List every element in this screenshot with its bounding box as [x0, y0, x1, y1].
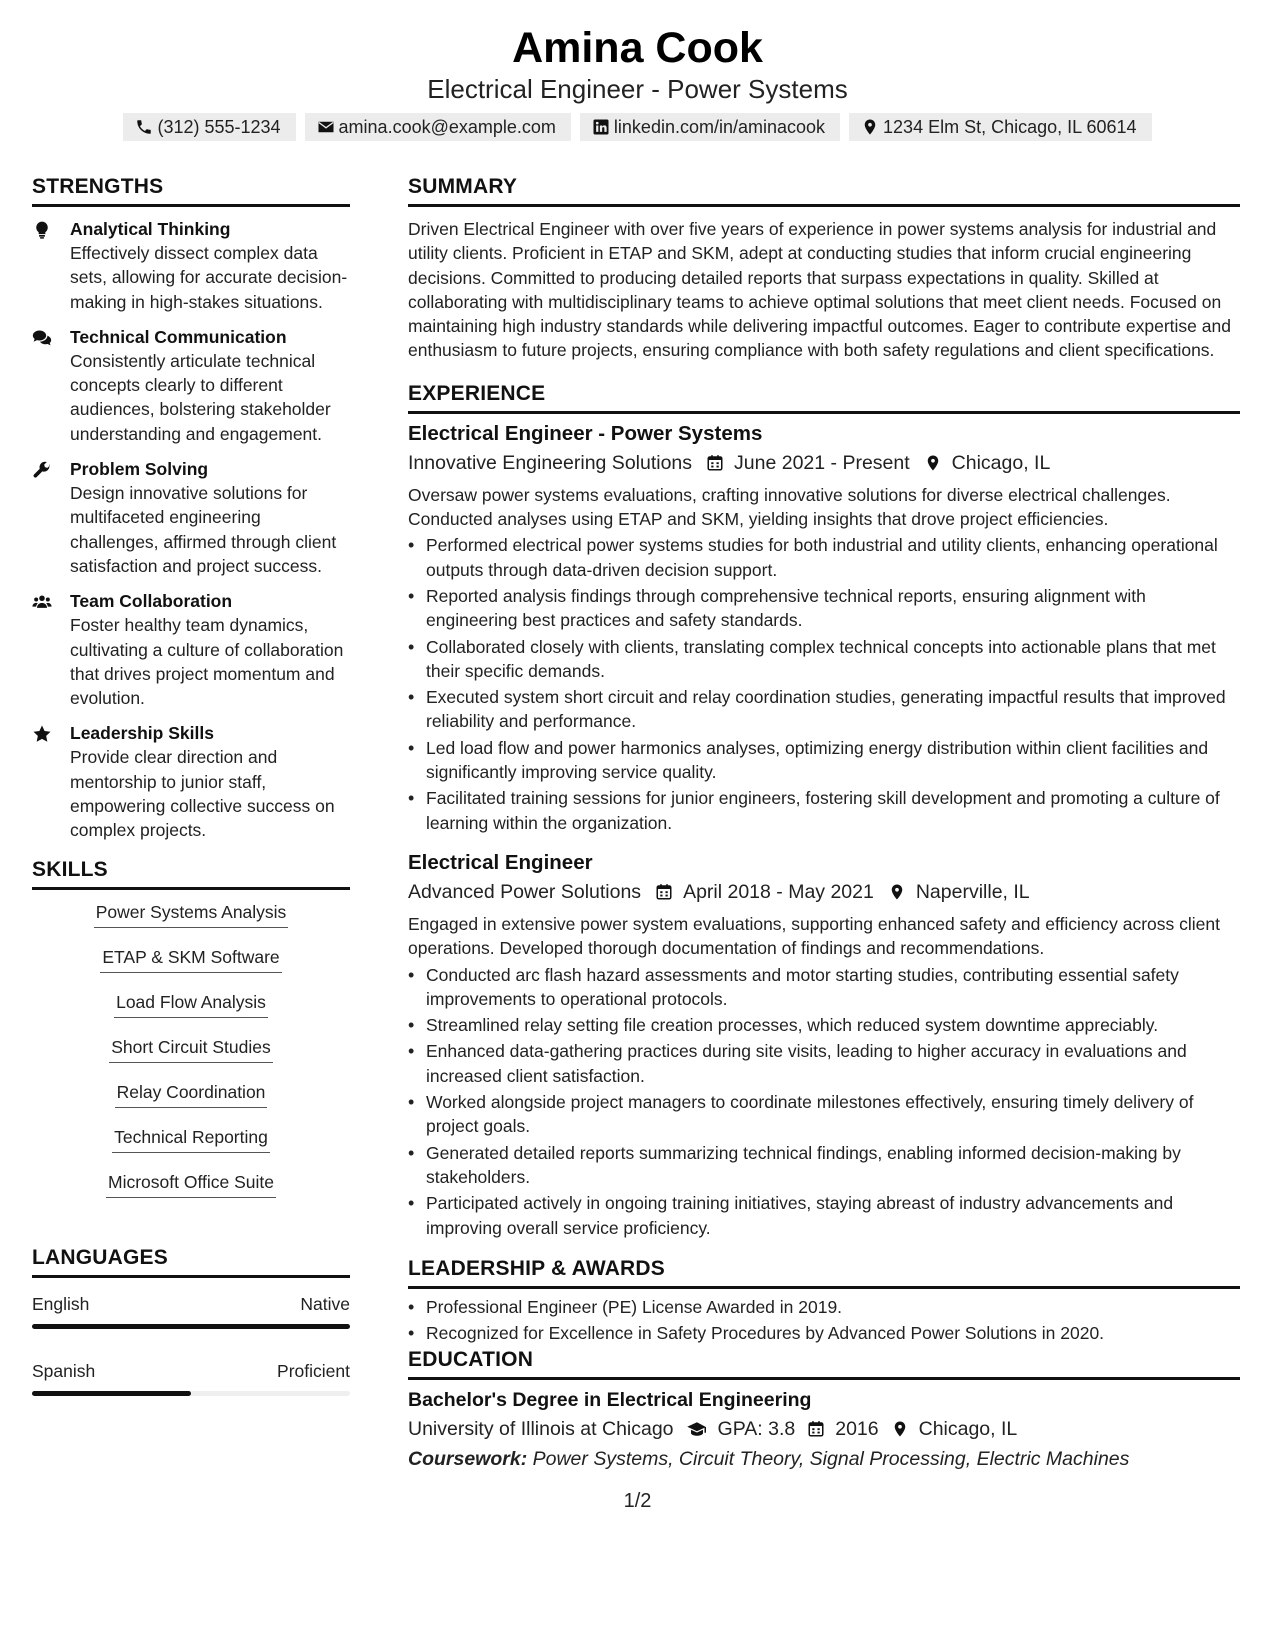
star-icon: [32, 721, 70, 842]
job-bullet: • Participated actively in ongoing training initiatives, staying abreast of industry advancements and improving overall service proficiency.: [426, 1191, 1240, 1240]
summary-text: Driven Electrical Engineer with over five years of experience in power systems analysis for industrial and utility clients. Proficient in ETAP and SKM, adept at conducting studies that inform crucial engineering decisions. Committed to producing detailed reports that surpass expectations in quality. Skilled at collaborating with multidisciplinary teams to achieve optimal solutions that meet client needs. Focused on maintaining high industry standards while delivering impactful outcomes. Eager to contribute expertise and enthusiasm to future projects, ensuring compliance with both safety regulations and client specifications.: [408, 219, 1231, 361]
strengths-section: [32, 172, 350, 843]
job-company: Advanced Power Solutions: [408, 880, 642, 903]
skill-tag: Short Circuit Studies: [109, 1035, 273, 1063]
strength-title: Technical Communication: [70, 326, 287, 347]
phone-text: (312) 555-1234: [157, 117, 281, 137]
job-entry: [408, 420, 1240, 835]
coursework-list: Power Systems, Circuit Theory, Signal Processing, Electric Machines: [532, 1448, 1130, 1471]
linkedin-icon: [592, 118, 610, 136]
map-pin-icon: [874, 883, 916, 901]
comments-icon: [32, 325, 70, 446]
language-item: [32, 1292, 350, 1329]
address-text: 1234 Elm St, Chicago, IL 60614: [883, 117, 1137, 137]
awards-heading: LEADERSHIP & AWARDS: [408, 1254, 1240, 1289]
contact-email[interactable]: [305, 113, 571, 141]
contact-phone[interactable]: [123, 113, 295, 141]
language-proficiency-fill: [32, 1324, 350, 1329]
language-item: [32, 1359, 350, 1396]
left-column: [32, 172, 350, 1426]
contact-address[interactable]: [849, 113, 1152, 141]
map-pin-icon: [879, 1420, 919, 1438]
coursework-label: Coursework:: [408, 1448, 528, 1471]
strength-title: Team Collaboration: [70, 591, 233, 612]
skills-section: [32, 855, 350, 1215]
education-section: [408, 1345, 1240, 1474]
job-bullet: • Generated detailed reports summarizing technical findings, enabling informed decision-making by stakeholders.: [426, 1141, 1240, 1190]
education-heading: EDUCATION: [408, 1345, 1240, 1380]
job-dates: April 2018 - May 2021: [683, 880, 874, 903]
job-bullet: • Streamlined relay setting file creation processes, which reduced system downtime appreciably.: [426, 1013, 1240, 1037]
languages-section: [32, 1243, 350, 1396]
job-bullet: • Led load flow and power harmonics analyses, optimizing energy distribution within client facilities and significantly improving service quality.: [426, 736, 1240, 785]
skill-tag: Microsoft Office Suite: [106, 1170, 276, 1198]
strength-title: Leadership Skills: [70, 723, 214, 744]
experience-heading: EXPERIENCE: [408, 379, 1240, 414]
skill-tag: Load Flow Analysis: [114, 990, 268, 1018]
language-name: Spanish: [32, 1360, 96, 1381]
strength-description: Effectively dissect complex data sets, allowing for accurate decision-making in high-stakes situations.: [70, 243, 348, 312]
job-meta: [408, 448, 1240, 478]
skills-heading: SKILLS: [32, 855, 350, 890]
strength-title: Problem Solving: [70, 459, 209, 480]
strength-description: Foster healthy team dynamics, cultivating a culture of collaboration that drives project momentum and evolution.: [70, 615, 344, 709]
job-description: Engaged in extensive power system evaluations, supporting enhanced safety and efficiency across client operations. Developed thorough documentation of findings and recommendations.: [408, 913, 1220, 959]
language-level: Native: [300, 1293, 350, 1314]
strength-description: Consistently articulate technical concepts clearly to different audiences, bolstering stakeholder understanding and engagement.: [70, 350, 331, 444]
job-bullet: • Collaborated closely with clients, translating complex technical concepts into actionable plans that met their specific demands.: [426, 635, 1240, 684]
job-bullet: • Performed electrical power systems studies for both industrial and utility clients, enhancing operational outputs through data-driven decision support.: [426, 533, 1240, 582]
map-pin-icon: [910, 454, 952, 472]
strengths-heading: STRENGTHS: [32, 172, 350, 207]
strength-item: [32, 457, 350, 578]
job-description: Oversaw power systems evaluations, crafting innovative solutions for diverse electrical challenges. Conducted analyses using ETAP and SKM, yielding insights that drove project efficiencies.: [408, 484, 1171, 530]
contact-linkedin[interactable]: [580, 113, 840, 141]
job-location: Chicago, IL: [951, 451, 1051, 474]
strength-item: [32, 589, 350, 710]
right-column: [408, 172, 1240, 1474]
linkedin-text: linkedin.com/in/aminacook: [613, 117, 826, 137]
school-location: Chicago, IL: [918, 1418, 1018, 1441]
experience-section: [408, 379, 1240, 1240]
envelope-icon: [317, 118, 335, 136]
job-bullet: • Executed system short circuit and relay coordination studies, generating impactful results that improved reliability and performance.: [426, 685, 1240, 734]
strength-item: [32, 325, 350, 446]
page-number: 1/2: [623, 1490, 652, 1512]
award-item: • Recognized for Excellence in Safety Procedures by Advanced Power Solutions in 2020.: [426, 1321, 1240, 1345]
calendar-icon: [795, 1420, 835, 1438]
calendar-icon: [692, 454, 734, 472]
email-text: amina.cook@example.com: [338, 117, 556, 137]
coursework: [408, 1444, 1240, 1474]
lightbulb-icon: [32, 217, 70, 314]
phone-icon: [135, 118, 153, 136]
job-meta: [408, 877, 1240, 907]
skill-tag: Power Systems Analysis: [94, 900, 289, 928]
graduation-cap-icon: [674, 1420, 718, 1438]
skill-tag: Relay Coordination: [115, 1080, 268, 1108]
strength-item: [32, 217, 350, 314]
awards-list: [408, 1295, 1240, 1346]
job-dates: June 2021 - Present: [734, 451, 910, 474]
education-meta: [408, 1414, 1240, 1444]
job-title: Electrical Engineer - Power Systems: [408, 421, 763, 445]
job-bullet: • Worked alongside project managers to coordinate milestones effectively, ensuring timely delivery of project goals.: [426, 1090, 1240, 1139]
users-icon: [32, 589, 70, 710]
job-bullet: • Reported analysis findings through comprehensive technical reports, ensuring alignment with engineering best practices and safety standards.: [426, 584, 1240, 633]
summary-heading: SUMMARY: [408, 172, 1240, 207]
graduation-year: 2016: [835, 1418, 879, 1441]
candidate-title: Electrical Engineer - Power Systems: [427, 74, 848, 104]
language-proficiency-bar: [32, 1324, 350, 1329]
wrench-icon: [32, 457, 70, 578]
gpa: GPA: 3.8: [717, 1418, 796, 1441]
language-level: Proficient: [277, 1360, 350, 1381]
degree-title: Bachelor's Degree in Electrical Engineering: [408, 1389, 812, 1412]
job-company: Innovative Engineering Solutions: [408, 451, 693, 474]
calendar-icon: [641, 883, 683, 901]
skill-tag: ETAP & SKM Software: [100, 945, 281, 973]
strength-description: Provide clear direction and mentorship to junior staff, empowering collective success on complex projects.: [70, 747, 335, 841]
job-title: Electrical Engineer: [408, 850, 593, 874]
job-bullet: • Facilitated training sessions for junior engineers, fostering skill development and promoting a culture of learning within the organization.: [426, 786, 1240, 835]
award-item: • Professional Engineer (PE) License Awarded in 2019.: [426, 1295, 1240, 1319]
languages-heading: LANGUAGES: [32, 1243, 350, 1278]
awards-section: [408, 1254, 1240, 1346]
job-bullet: • Conducted arc flash hazard assessments and motor starting studies, contributing essential safety improvements to operational protocols.: [426, 963, 1240, 1012]
job-entry: [408, 849, 1240, 1240]
candidate-name: Amina Cook: [512, 24, 763, 72]
language-proficiency-bar: [32, 1391, 350, 1396]
contact-bar: [0, 113, 1275, 141]
language-name: English: [32, 1293, 90, 1314]
job-bullets: [408, 533, 1240, 835]
language-proficiency-fill: [32, 1391, 191, 1396]
skills-list: [32, 900, 350, 1215]
skill-tag: Technical Reporting: [112, 1125, 270, 1153]
summary-section: [408, 172, 1240, 363]
job-bullets: [408, 963, 1240, 1240]
map-pin-icon: [861, 118, 879, 136]
strength-description: Design innovative solutions for multifaceted engineering challenges, affirmed through client satisfaction and project success.: [70, 483, 337, 576]
strength-item: [32, 721, 350, 842]
job-bullet: • Enhanced data-gathering practices during site visits, leading to higher accuracy in evaluations and increased client satisfaction.: [426, 1039, 1240, 1088]
strength-title: Analytical Thinking: [70, 219, 231, 239]
job-location: Naperville, IL: [915, 880, 1030, 903]
school-name: University of Illinois at Chicago: [408, 1418, 674, 1441]
